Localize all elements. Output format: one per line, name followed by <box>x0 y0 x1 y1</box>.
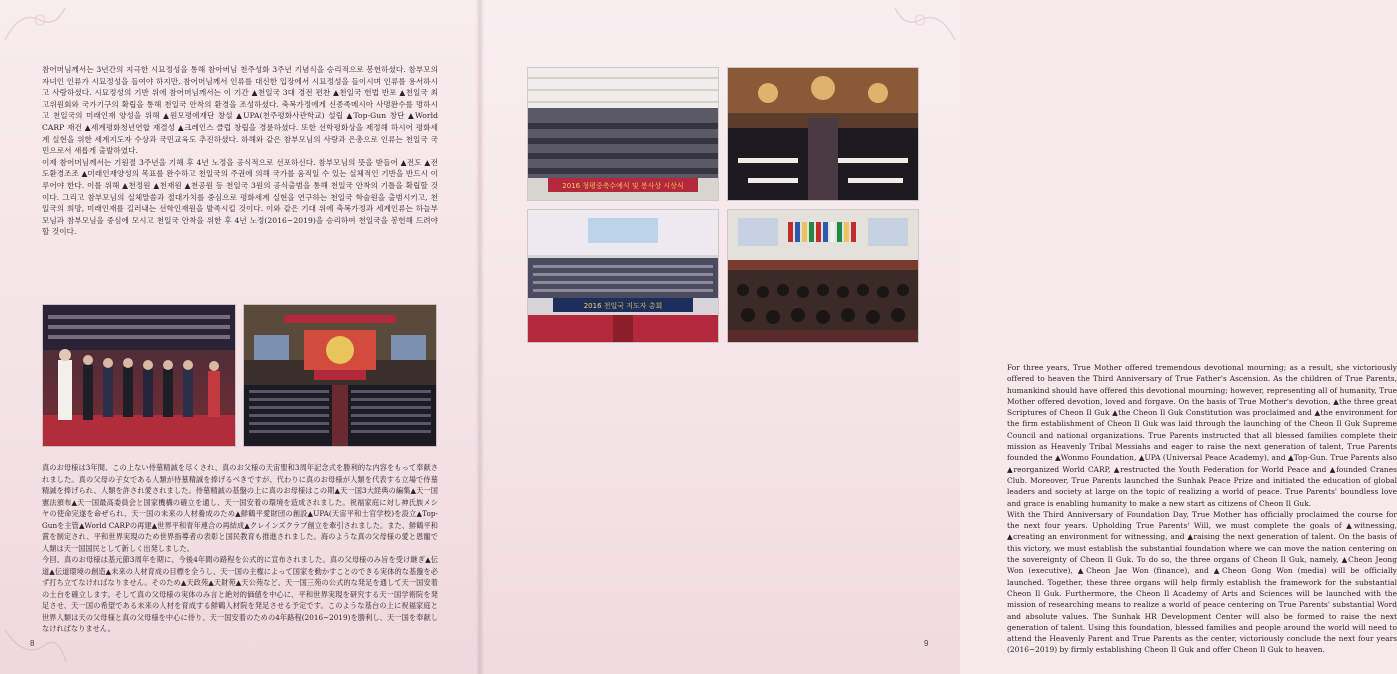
english-paragraph: For three years, True Mother offered tremendous devotional mourning; as a result, she victoriously offered to heaven the Third Anniversary of True Father's Ascension. As the children of True Parents, humankind should have offered this devotional mourning; however, representing all of humanity, True Mother offered devotion, loved and forgave. On the basis of True Mother's devotion, ▲the three great Scriptures of Cheon Il Guk ▲the Cheon Il Guk Constitution was proclaimed and ▲the environment for the firm establishment of Cheon Il Guk was laid through the launching of the Cheon Il Guk Supreme Council and national organizations. True Parents instructed that all blessed families complete their mission as Heavenly Tribal Messiahs and eager to raise the next generation of talent, True Parents founded the ▲Wonmo Foundation, ▲UPA (Universal Peace Academy), and ▲Top-Gun. True Parents also ▲reorganized World CARP, ▲restructed the Youth Federation for World Peace and ▲founded Cranes Club. Moreover, True Parents launched the Sunhak Peace Prize and initiated the education of global leaders and society at large on the topic of realizing a world of peace. True Parents' boundless love and grace is enabling humanity to make a new start as citizens of Cheon Il Guk. <box>1007 363 1397 508</box>
page-gutter <box>476 0 484 674</box>
english-paragraph: With the Third Anniversary of Foundation Day, True Mother has officially proclaimed the course for the next four years. Upholding True Parents' Will, we must complete the goals of ▲witnessing, ▲creating an environment for witnessing, and ▲raising the next generation of talent. On the basis of this victory, we must establish the substantial foundation where we can move the nation centering on the sovereignty of Cheon Il Guk. To do so, the three organs of Cheon Il Guk, namely, ▲Cheon Jeong Won (executive), ▲Cheon Jae Won (finance), and ▲Cheon Gong Won (media) will be officially launched. Together, these three organs will help firmly establish the framework for the substantial Cheon Il Guk. Furthermore, the Cheon Il Academy of Arts and Sciences will be launched with the mission of researching means to realize a world of peace centering on True Parents' substantial Word and absolute values. The Sunhak HR Development Center will also be formed to raise the next generation of talent. Using this foundation, blessed families and people around the world will need to attend the Heavenly Parent and True Parents as the center, victoriously conclude the next four years (2016~2019) by firmly establishing Cheon Il Guk and offer Cheon Il Guk to heaven. <box>1007 509 1397 655</box>
photo-leaders-stage <box>42 304 236 447</box>
page-number-right: 9 <box>924 639 929 648</box>
page-number-left: 8 <box>30 639 35 648</box>
floral-ornament-icon <box>0 0 70 50</box>
photo-hall-assembly-1 <box>527 67 719 201</box>
photo-conference-room <box>727 67 919 201</box>
photo-auditorium-flags <box>727 209 919 343</box>
photo-ceremony-hall <box>243 304 437 447</box>
photo-banner-2: 2016 천일국 지도자 총회 <box>583 302 663 310</box>
korean-article-text: 참어머님께서는 3년간의 지극한 시묘정성을 통해 참아버님 천주성화 3주년 기념식을 승리적으로 봉헌하셨다. 참부모의 자녀인 인류가 시묘정성을 들여야 하지만, 참어머님께서 인류를 대신한 입장에서 시묘정성을 들이시며 인류를 용서하시고 사랑하셨다. 시묘정성의 기반 위에 참어머님께서는 이 기간 ▲천일국 3대 경전 편찬 ▲천일국 헌법 반포 ▲천일국 최고위원회와 국가기구의 확립을 통해 천일국 안착의 환경을 조성하셨다. 축복가정에게 신종족메시아 사명완수를 명하시고 천일국의 미래인재 양성을 위해 ▲원모평애재단 창설 ▲UPA(천주평화사관학교) 설립 ▲Top-Gun 창단 ▲World CARP 재건 ▲세계평화청년연합 재결성 ▲크레인스 클럽 창립을 경륜하셨다. 또한 선학평화상을 제정해 하시어 평화세계 실현을 위한 세계지도자 수상과 국민교육도 추진하셨다. 하해와 같은 참부모님의 사랑과 은총으로 인류는 천일국 국민으로서 새롭게 출발하였다. 이제 참어머님께서는 기원절 3주년을 기해 후 4년 노정을 공식적으로 선포하신다. 참부모님의 뜻을 받들어 ▲전도 ▲전도환경조조 ▲미래인재양성의 목표를 완수하고 천일국의 주권에 의해 국가를 움직일 수 있는 실체적인 기반을 반드시 이루어야 한다. 이를 위해 ▲천정원 ▲천재원 ▲천공원 등 천일국 3원의 공식출범을 통해 천일국 안착의 기틀을 확립할 것이다. 그리고 참부모님의 실체말씀과 절대가치를 중심으로 평화세계 실현을 연구하는 천일국 학술원을 출범시키고, 천일국의 희망, 미래인재를 길러내는 선학인재원을 발족시킬 것이다. 이와 같은 기대 위에 축복가정과 세계인류는 하늘부모님과 참부모님을 중심에 모시고 천일국 안착을 위한 후 4년 노정(2016~2019)을 승리하여 천일국을 봉헌해 드려야 할 것이다. <box>42 65 438 237</box>
english-article-text <box>1007 362 1397 656</box>
left-page <box>0 0 480 674</box>
floral-ornament-icon <box>890 0 960 50</box>
japanese-article-text: 真のお母様は3年間、この上ない侍墓精誠を尽くされ、真のお父様の天宙聖和3周年記念式を勝利的な内容をもって奉献されました。真の父母の子女である人類が侍墓精誠を捧げるべきですが、代わりに真のお母様が人類を代表する立場で侍墓精誠を捧げられ、人類を許され愛されました。侍墓精誠の基盤の上に真のお母様はこの期▲天一国3大経典の編集▲天一国憲法頒布▲天一国最高委員会と国家機構の確立を通し、天一国安着の環境を造成されました。祝福家庭に対し神氏族メシヤの使命完遂を命ぜられ、天一国の未来の人材養成のため▲鮮鶴平愛財団の創設▲UPA(天宙平和士官学校)を設立▲Top-Gunを主管▲World CARPの再建▲世界平和青年連合の再結成▲クレインズクラブ創立を牽引されました。また、鮮鶴平和賞を制定され、平和世界実現のため世界指導者の表彰と国民教育も推進されました。海のような真の父母様の愛と恩寵で人類は天一国国民として新しく出発しました。 今回、真のお母様は基元節3周年を期に、今後4年間の路程を公式的に宣布されました。真の父母様のみ旨を受け継ぎ▲伝道▲伝道環境の創造▲未来の人材育成の目標を全うし、天一国の主権によって国家を動かすことのできる実体的な基盤を必ず打ち立てなければなりません。そのため▲天政苑▲天財苑▲天公苑など、天一国三苑の公式的な発足を通して天一国安着の土台を確立します。そして真の父母様の実体のみ言と絶対的価値を中心に、平和世界実現を研究する天一国学術院を発足させ、天一国の希望である未来の人材を育成する鮮鶴人材院を発足させる予定です。このような基台の上に祝福家庭と世界人類は天の父母様と真の父母様を中心に侍り、天一国安着のための4年路程(2016~2019)を勝利し、天一国を奉献しなければなりません。 <box>42 463 438 633</box>
photo-banner-1: 2016 청평중축수예식 및 봉사상 시상식 <box>562 182 684 190</box>
photo-hall-assembly-2 <box>527 209 719 343</box>
right-page <box>480 0 1397 674</box>
